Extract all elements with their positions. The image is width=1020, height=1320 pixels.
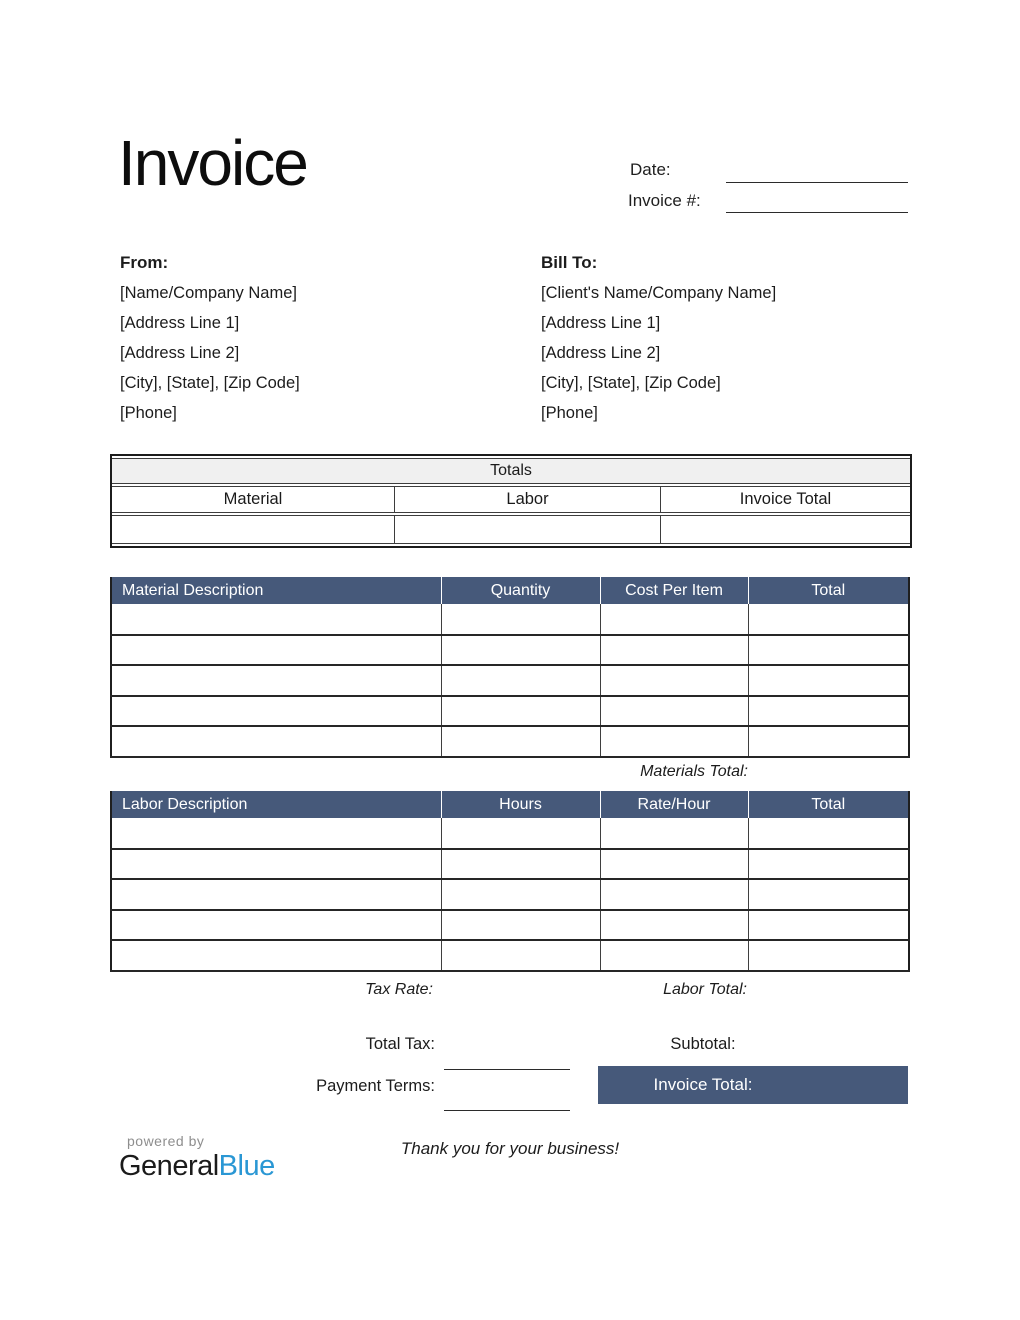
totals-material-value[interactable] (112, 515, 394, 544)
totals-table (110, 454, 912, 548)
date-label: Date: (630, 160, 671, 179)
bill-to-phone: [Phone] (541, 404, 598, 422)
empty-cell[interactable] (441, 940, 600, 971)
empty-cell[interactable] (111, 940, 441, 971)
invoice-total-label: Invoice Total: (653, 1075, 753, 1094)
labor-hours-header: Hours (441, 791, 600, 818)
materials-row (111, 604, 909, 635)
labor-total-header: Total (748, 791, 909, 818)
materials-description-header: Material Description (111, 577, 441, 604)
payment-terms-input-line[interactable] (444, 1110, 570, 1111)
empty-cell[interactable] (748, 849, 909, 880)
brand-blue-text: Blue (218, 1150, 275, 1182)
empty-cell[interactable] (600, 635, 748, 666)
empty-cell[interactable] (600, 910, 748, 941)
labor-description-header: Labor Description (111, 791, 441, 818)
empty-cell[interactable] (111, 635, 441, 666)
empty-cell[interactable] (748, 879, 909, 910)
empty-cell[interactable] (748, 940, 909, 971)
empty-cell[interactable] (600, 696, 748, 727)
thank-you-message: Thank you for your business! (400, 1139, 620, 1158)
bill-to-label: Bill To: (541, 253, 598, 272)
totals-header-row (112, 486, 910, 513)
from-city-state-zip: [City], [State], [Zip Code] (120, 374, 300, 392)
empty-cell[interactable] (111, 726, 441, 757)
empty-cell[interactable] (748, 910, 909, 941)
empty-cell[interactable] (441, 910, 600, 941)
total-tax-label: Total Tax: (365, 1035, 435, 1053)
totals-invoice-total-value[interactable] (660, 515, 910, 544)
labor-row (111, 879, 909, 910)
empty-cell[interactable] (441, 818, 600, 849)
totals-title: Totals (112, 458, 910, 484)
materials-row (111, 726, 909, 757)
totals-invoice-total-header: Invoice Total (660, 486, 910, 513)
invoice-number-label: Invoice #: (628, 191, 701, 210)
empty-cell[interactable] (441, 604, 600, 635)
totals-labor-value[interactable] (394, 515, 660, 544)
from-address-2: [Address Line 2] (120, 344, 240, 362)
empty-cell[interactable] (441, 665, 600, 696)
totals-labor-header: Labor (394, 486, 660, 513)
empty-cell[interactable] (600, 818, 748, 849)
bill-to-address-1: [Address Line 1] (541, 314, 661, 332)
materials-total-header: Total (748, 577, 909, 604)
materials-cost-header: Cost Per Item (600, 577, 748, 604)
totals-value-row (112, 515, 910, 544)
from-label: From: (120, 253, 169, 272)
subtotal-label: Subtotal: (670, 1035, 736, 1053)
materials-row (111, 696, 909, 727)
empty-cell[interactable] (111, 818, 441, 849)
empty-cell[interactable] (748, 665, 909, 696)
empty-cell[interactable] (441, 849, 600, 880)
materials-header-row (111, 577, 909, 604)
labor-row (111, 818, 909, 849)
empty-cell[interactable] (600, 604, 748, 635)
invoice-total-bar (598, 1066, 908, 1104)
date-input-line[interactable] (726, 182, 908, 183)
labor-total-label: Labor Total: (663, 981, 747, 998)
from-phone: [Phone] (120, 404, 177, 422)
materials-total-label: Materials Total: (640, 763, 748, 780)
from-name: [Name/Company Name] (120, 284, 297, 302)
empty-cell[interactable] (600, 849, 748, 880)
labor-row (111, 849, 909, 880)
invoice-number-input-line[interactable] (726, 212, 908, 213)
labor-row (111, 940, 909, 971)
page-title: Invoice (118, 127, 307, 199)
labor-table (110, 791, 910, 972)
empty-cell[interactable] (600, 879, 748, 910)
bill-to-section (541, 248, 776, 428)
from-address-1: [Address Line 1] (120, 314, 240, 332)
empty-cell[interactable] (600, 940, 748, 971)
bill-to-name: [Client's Name/Company Name] (541, 284, 777, 302)
empty-cell[interactable] (111, 696, 441, 727)
empty-cell[interactable] (111, 879, 441, 910)
powered-by-text: powered by (127, 1133, 205, 1149)
payment-terms-label: Payment Terms: (316, 1077, 435, 1095)
materials-quantity-header: Quantity (441, 577, 600, 604)
empty-cell[interactable] (600, 726, 748, 757)
empty-cell[interactable] (600, 665, 748, 696)
empty-cell[interactable] (111, 849, 441, 880)
empty-cell[interactable] (748, 635, 909, 666)
empty-cell[interactable] (441, 635, 600, 666)
empty-cell[interactable] (111, 665, 441, 696)
empty-cell[interactable] (748, 726, 909, 757)
brand-general-text: General (119, 1150, 219, 1182)
labor-rate-header: Rate/Hour (600, 791, 748, 818)
materials-row (111, 665, 909, 696)
empty-cell[interactable] (748, 696, 909, 727)
bill-to-city-state-zip: [City], [State], [Zip Code] (541, 374, 721, 392)
totals-title-row (112, 458, 910, 484)
empty-cell[interactable] (111, 604, 441, 635)
bill-to-address-2: [Address Line 2] (541, 344, 661, 362)
labor-row (111, 910, 909, 941)
materials-row (111, 635, 909, 666)
materials-table (110, 577, 910, 758)
tax-rate-label: Tax Rate: (365, 981, 433, 998)
empty-cell[interactable] (748, 604, 909, 635)
empty-cell[interactable] (441, 726, 600, 757)
from-section (120, 248, 300, 428)
empty-cell[interactable] (111, 910, 441, 941)
empty-cell[interactable] (441, 879, 600, 910)
total-tax-input-line[interactable] (444, 1069, 570, 1070)
empty-cell[interactable] (748, 818, 909, 849)
totals-material-header: Material (112, 486, 394, 513)
empty-cell[interactable] (441, 696, 600, 727)
labor-header-row (111, 791, 909, 818)
